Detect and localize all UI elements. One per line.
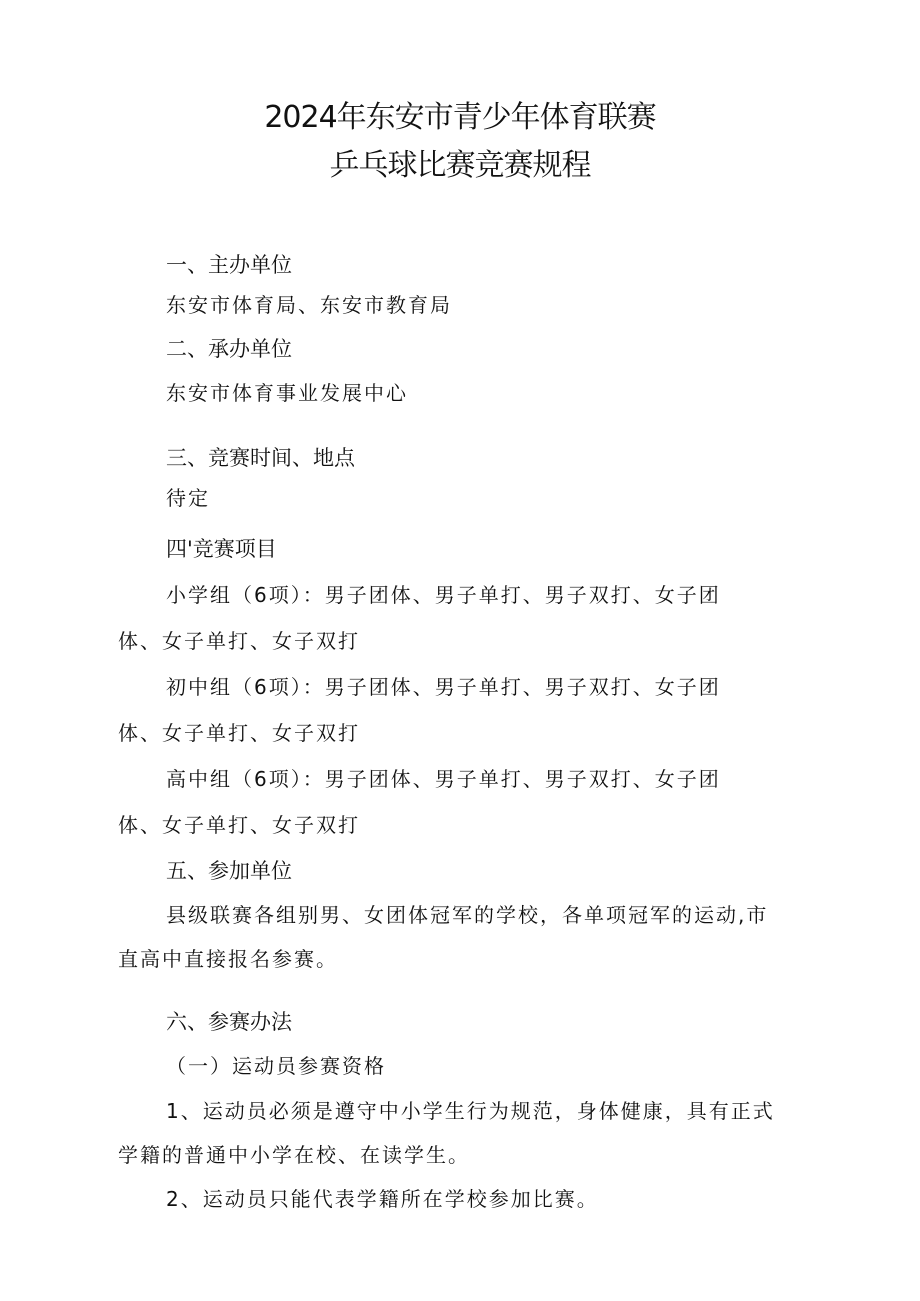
section-6-heading: 六、参赛办法 xyxy=(166,1010,292,1034)
section-6-item-2: 2、运动员只能代表学籍所在学校参加比赛。 xyxy=(166,1187,599,1211)
section-1-body: 东安市体育局、东安市教育局 xyxy=(166,293,452,317)
section-6-subheading-1: （一）运动员参赛资格 xyxy=(166,1054,386,1078)
section-4-heading: 四'竞赛项目 xyxy=(166,537,277,561)
section-4-primary-line-1: 小学组（6项）：男子团体、男子单打、男子双打、女子团 xyxy=(166,583,721,607)
document-title-line-1: 2024年东安市青少年体育联赛 xyxy=(264,100,656,135)
section-6-item-1-line-2: 学籍的普通中小学在校、在读学生。 xyxy=(118,1143,470,1167)
section-4-primary-line-2: 体、女子单打、女子双打 xyxy=(118,629,360,653)
section-5-body-line-1: 县级联赛各组别男、女团体冠军的学校，各单项冠军的运动,市 xyxy=(166,903,769,927)
document-title-line-2: 乒乓球比赛竞赛规程 xyxy=(329,148,591,183)
section-5-body-line-2: 直高中直接报名参赛。 xyxy=(118,947,338,971)
section-4-junior-line-1: 初中组（6项）：男子团体、男子单打、男子双打、女子团 xyxy=(166,675,721,699)
section-2-heading: 二、承办单位 xyxy=(166,337,292,361)
section-4-junior-line-2: 体、女子单打、女子双打 xyxy=(118,721,360,745)
section-2-body: 东安市体育事业发展中心 xyxy=(166,381,408,405)
section-4-senior-line-1: 高中组（6项）：男子团体、男子单打、男子双打、女子团 xyxy=(166,767,721,791)
section-6-item-1-line-1: 1、运动员必须是遵守中小学生行为规范，身体健康，具有正式 xyxy=(166,1099,775,1123)
section-1-heading: 一、主办单位 xyxy=(166,253,292,277)
section-5-heading: 五、参加单位 xyxy=(166,859,292,883)
section-3-body: 待定 xyxy=(166,486,210,510)
section-3-heading: 三、竞赛时间、地点 xyxy=(166,446,355,470)
section-4-senior-line-2: 体、女子单打、女子双打 xyxy=(118,813,360,837)
